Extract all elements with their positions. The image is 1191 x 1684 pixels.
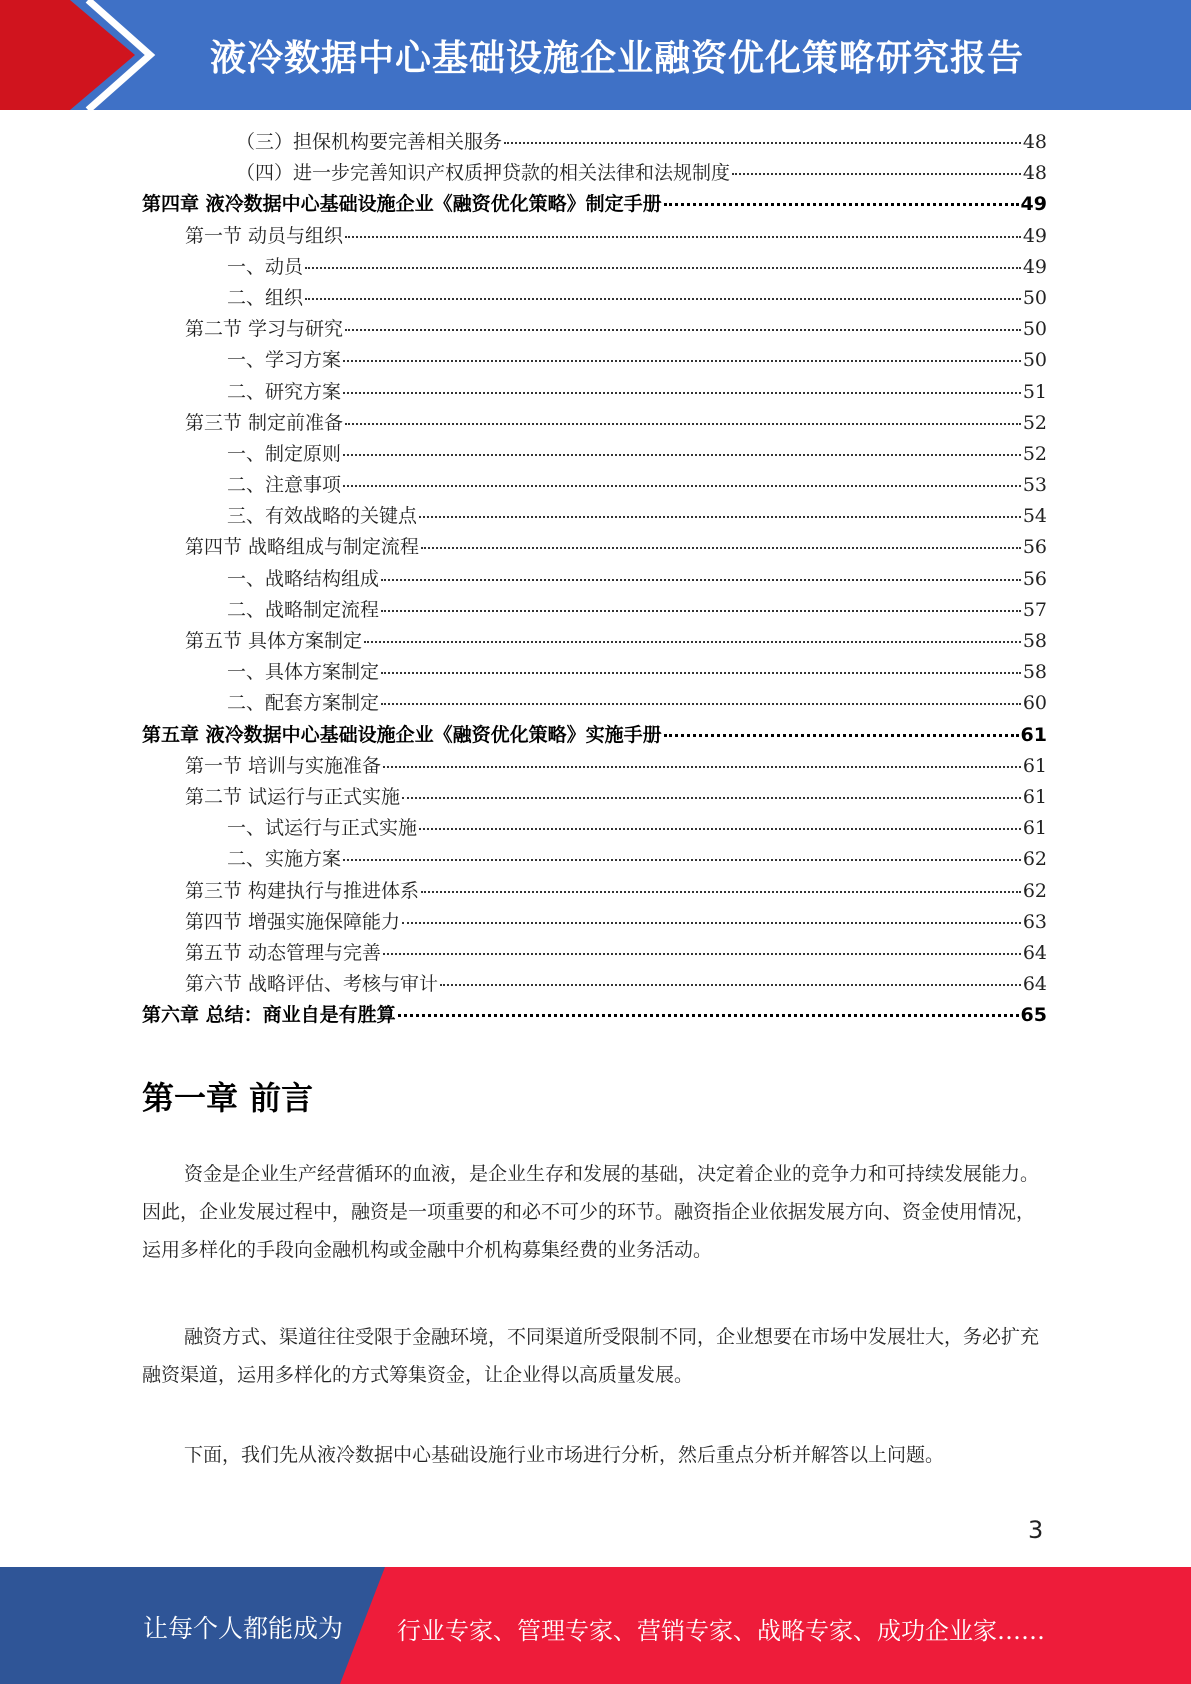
toc-entry[interactable] bbox=[142, 564, 1047, 595]
toc-dot-leader bbox=[343, 360, 1021, 362]
paragraph-2: 融资方式、渠道往往受限于金融环境，不同渠道所受限制不同，企业想要在市场中发展壮大，务必扩充融资渠道，运用多样化的方式筹集资金，让企业得以高质量发展。 bbox=[142, 1326, 1040, 1386]
toc-entry-label: 一、具体方案制定 bbox=[227, 661, 380, 684]
toc-dot-leader bbox=[402, 922, 1021, 924]
toc-dot-leader bbox=[381, 610, 1021, 612]
toc-entry-page: 53 bbox=[1022, 474, 1047, 497]
toc-entry-page: 51 bbox=[1022, 380, 1047, 403]
toc-dot-leader bbox=[732, 173, 1021, 175]
toc-entry-page: 62 bbox=[1022, 879, 1047, 902]
toc-dot-leader bbox=[345, 423, 1021, 425]
toc-entry-page: 48 bbox=[1022, 162, 1047, 185]
toc-entry[interactable] bbox=[142, 127, 1047, 158]
toc-dot-leader bbox=[383, 766, 1021, 768]
toc-entry-label: 第五章 液冷数据中心基础设施企业《融资优化策略》实施手册 bbox=[142, 723, 662, 746]
toc-dot-leader bbox=[343, 454, 1021, 456]
toc-entry-label: 二、战略制定流程 bbox=[227, 598, 380, 621]
toc-dot-leader bbox=[305, 298, 1021, 300]
toc-dot-leader bbox=[402, 797, 1021, 799]
toc-entry-label: 二、实施方案 bbox=[227, 848, 342, 871]
toc-entry[interactable] bbox=[142, 221, 1047, 252]
toc-entry[interactable] bbox=[142, 470, 1047, 501]
toc-entry-page: 50 bbox=[1022, 318, 1047, 341]
toc-entry[interactable] bbox=[142, 626, 1047, 657]
toc-entry-label: 第六章 总结：商业自是有胜算 bbox=[142, 1004, 396, 1027]
toc-entry-page: 62 bbox=[1022, 848, 1047, 871]
toc-entry-label: 第二节 试运行与正式实施 bbox=[185, 785, 401, 808]
toc-dot-leader bbox=[343, 859, 1021, 861]
footer-slogan-right: 行业专家、管理专家、营销专家、战略专家、成功企业家…… bbox=[397, 1617, 1045, 1645]
toc-entry-page: 52 bbox=[1022, 442, 1047, 465]
toc-entry[interactable] bbox=[142, 532, 1047, 563]
toc-entry-label: （四）进一步完善知识产权质押贷款的相关法律和法规制度 bbox=[236, 162, 731, 185]
toc-entry-page: 63 bbox=[1022, 910, 1047, 933]
toc-dot-leader bbox=[421, 547, 1021, 549]
toc-entry-page: 60 bbox=[1022, 692, 1047, 715]
toc-entry-page: 57 bbox=[1022, 598, 1047, 621]
toc-entry-page: 49 bbox=[1022, 255, 1047, 278]
toc-entry-page: 52 bbox=[1022, 411, 1047, 434]
toc-entry-page: 64 bbox=[1022, 941, 1047, 964]
toc-entry-label: 三、有效战略的关键点 bbox=[227, 505, 418, 528]
toc-entry[interactable] bbox=[142, 782, 1047, 813]
toc-entry[interactable] bbox=[142, 439, 1047, 470]
toc-entry-page: 56 bbox=[1022, 536, 1047, 559]
toc-entry-label: 第三节 制定前准备 bbox=[185, 411, 344, 434]
toc-entry-label: 第一节 动员与组织 bbox=[185, 224, 344, 247]
toc-entry-label: 第四节 增强实施保障能力 bbox=[185, 910, 401, 933]
chapter-heading: 第一章 前言 bbox=[142, 1079, 314, 1117]
toc-entry[interactable] bbox=[142, 283, 1047, 314]
toc-entry-label: 一、战略结构组成 bbox=[227, 567, 380, 590]
toc-entry-page: 61 bbox=[1022, 754, 1047, 777]
toc-entry-label: 一、制定原则 bbox=[227, 442, 342, 465]
table-of-contents bbox=[142, 127, 1047, 1031]
toc-dot-leader bbox=[343, 392, 1021, 394]
toc-entry-page: 54 bbox=[1022, 505, 1047, 528]
toc-dot-leader bbox=[664, 203, 1019, 206]
toc-entry[interactable] bbox=[142, 938, 1047, 969]
toc-entry[interactable] bbox=[142, 408, 1047, 439]
toc-entry-label: 第四章 液冷数据中心基础设施企业《融资优化策略》制定手册 bbox=[142, 193, 662, 216]
toc-entry[interactable] bbox=[142, 688, 1047, 719]
toc-dot-leader bbox=[381, 672, 1021, 674]
toc-entry[interactable] bbox=[142, 657, 1047, 688]
toc-dot-leader bbox=[419, 828, 1021, 830]
toc-dot-leader bbox=[305, 267, 1021, 269]
toc-entry[interactable] bbox=[142, 813, 1047, 844]
toc-dot-leader bbox=[345, 329, 1021, 331]
toc-dot-leader bbox=[383, 953, 1021, 955]
toc-entry-page: 49 bbox=[1020, 193, 1047, 216]
toc-dot-leader bbox=[504, 142, 1021, 144]
toc-entry[interactable] bbox=[142, 252, 1047, 283]
toc-entry-page: 58 bbox=[1022, 661, 1047, 684]
toc-entry[interactable] bbox=[142, 377, 1047, 408]
toc-entry-label: 第五节 具体方案制定 bbox=[185, 630, 363, 652]
toc-entry[interactable] bbox=[142, 969, 1047, 1000]
toc-entry-label: 一、学习方案 bbox=[227, 349, 342, 372]
toc-entry-label: 二、注意事项 bbox=[227, 474, 342, 497]
toc-entry-page: 49 bbox=[1022, 224, 1047, 247]
toc-entry-label: 二、配套方案制定 bbox=[227, 692, 380, 715]
toc-entry[interactable] bbox=[142, 595, 1047, 626]
report-title: 液冷数据中心基础设施企业融资优化策略研究报告 bbox=[210, 38, 1025, 79]
page-footer bbox=[0, 1567, 1191, 1684]
toc-entry-page: 61 bbox=[1022, 785, 1047, 808]
toc-entry-label: 第一节 培训与实施准备 bbox=[185, 754, 382, 777]
toc-dot-leader bbox=[345, 236, 1021, 238]
toc-entry-page: 50 bbox=[1022, 286, 1047, 309]
toc-dot-leader bbox=[381, 703, 1021, 705]
toc-dot-leader bbox=[421, 891, 1021, 893]
toc-entry-page: 65 bbox=[1020, 1004, 1047, 1027]
header-arrow-graphic bbox=[0, 0, 220, 110]
toc-entry-page: 48 bbox=[1022, 131, 1047, 153]
toc-dot-leader bbox=[343, 485, 1021, 487]
toc-entry-label: 二、研究方案 bbox=[227, 380, 342, 403]
toc-entry-page: 61 bbox=[1020, 723, 1047, 746]
toc-entry[interactable] bbox=[142, 158, 1047, 189]
toc-dot-leader bbox=[381, 579, 1021, 581]
toc-entry[interactable] bbox=[142, 876, 1047, 907]
toc-dot-leader bbox=[364, 641, 1021, 643]
toc-entry-label: 一、动员 bbox=[227, 255, 304, 278]
toc-dot-leader bbox=[419, 516, 1021, 518]
toc-entry[interactable] bbox=[142, 844, 1047, 875]
toc-entry-label: 第三节 构建执行与推进体系 bbox=[185, 879, 420, 902]
paragraph-1: 资金是企业生产经营循环的血液，是企业生存和发展的基础，决定着企业的竞争力和可持续发展能力。因此，企业发展过程中，融资是一项重要的和必不可少的环节。融资指企业依据发展方向、资金使用情况，运用多样化的手段向金融机构或金融中介机构募集经费的业务活动。 bbox=[142, 1163, 1040, 1261]
toc-entry-label: 第六节 战略评估、考核与审计 bbox=[185, 973, 439, 996]
page-header bbox=[0, 0, 1191, 110]
toc-entry-label: 第二节 学习与研究 bbox=[185, 318, 344, 341]
toc-entry[interactable] bbox=[142, 751, 1047, 782]
toc-entry-page: 56 bbox=[1022, 567, 1047, 590]
page-number: 3 bbox=[1028, 1516, 1044, 1544]
toc-entry-page: 58 bbox=[1022, 630, 1047, 652]
toc-dot-leader bbox=[664, 734, 1019, 737]
toc-entry-label: 一、试运行与正式实施 bbox=[227, 817, 418, 840]
toc-entry-label: 第五节 动态管理与完善 bbox=[185, 941, 382, 964]
toc-entry[interactable] bbox=[142, 720, 1047, 751]
toc-entry-label: 二、组织 bbox=[227, 286, 304, 309]
toc-entry[interactable] bbox=[142, 345, 1047, 376]
toc-entry[interactable] bbox=[142, 314, 1047, 345]
footer-slogan-left: 让每个人都能成为 bbox=[143, 1614, 344, 1643]
toc-entry-label: （三）担保机构要完善相关服务 bbox=[236, 131, 503, 153]
toc-entry[interactable] bbox=[142, 189, 1047, 220]
toc-entry-page: 64 bbox=[1022, 973, 1047, 996]
toc-dot-leader bbox=[398, 1014, 1019, 1017]
toc-entry[interactable] bbox=[142, 501, 1047, 532]
toc-entry[interactable] bbox=[142, 907, 1047, 938]
toc-entry-page: 50 bbox=[1022, 349, 1047, 372]
toc-entry[interactable] bbox=[142, 1000, 1047, 1031]
toc-dot-leader bbox=[440, 984, 1021, 986]
paragraph-3: 下面，我们先从液冷数据中心基础设施行业市场进行分析，然后重点分析并解答以上问题。 bbox=[184, 1444, 945, 1466]
toc-entry-page: 61 bbox=[1022, 817, 1047, 840]
toc-entry-label: 第四节 战略组成与制定流程 bbox=[185, 536, 420, 559]
